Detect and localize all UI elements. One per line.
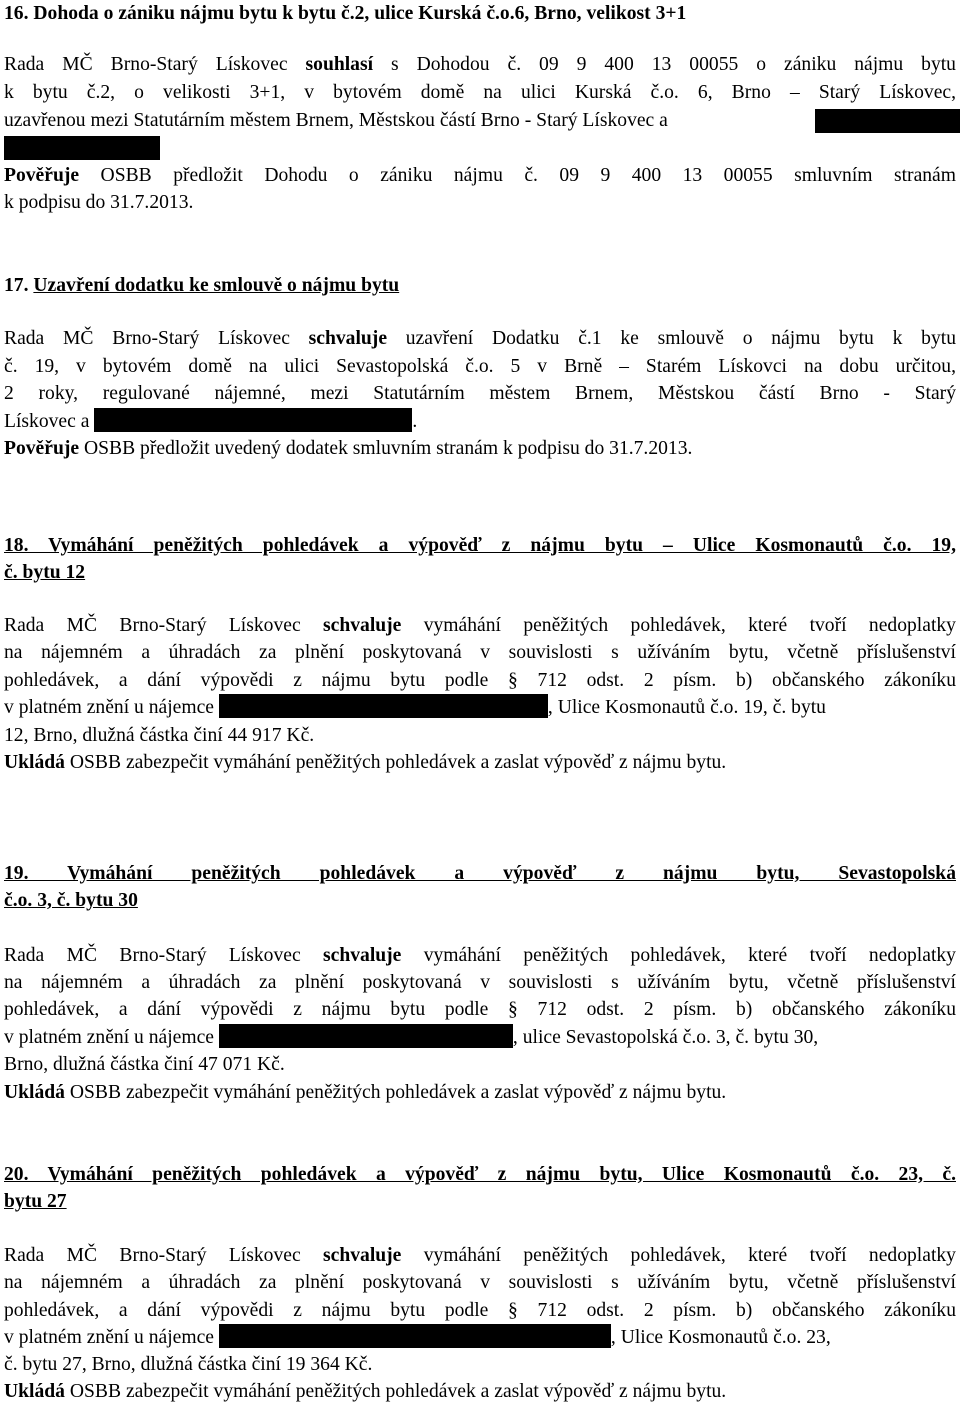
text-segment: uzavření Dodatku č.1 ke smlouvě o nájmu bytu k bytu [387,328,956,349]
text-segment: , Ulice Kosmonautů č.o. 23, [610,1327,831,1348]
text-segment: v platném znění u nájemce [4,1027,219,1048]
keyword-uklada: Ukládá [4,1381,65,1402]
redaction-block [219,1024,513,1048]
keyword-schvaluje: schvaluje [308,328,388,349]
text-segment: Rada MČ Brno-Starý Lískovec [4,54,306,75]
keyword-uklada: Ukládá [4,752,65,773]
text-segment: , ulice Sevastopolská č.o. 3, č. bytu 30, [512,1027,819,1048]
section-16-pověřuje-line [4,162,956,189]
section-17-text-line [4,408,956,435]
keyword-souhlasi: souhlasí [305,54,374,75]
text-segment: OSBB předložit Dohodu o zániku nájmu č. 09 9 400 13 00055 smluvním stranám [79,165,956,186]
section-16-text-line: k podpisu do 31.7.2013. [4,192,194,213]
text-segment: Rada MČ Brno-Starý Lískovec [4,1245,323,1266]
text-segment: vymáhání peněžitých pohledávek, které tvoří nedoplatky [401,945,956,966]
section-18-text-line [4,694,956,721]
section-16-text-line [4,107,956,134]
section-20-heading: 20. Vymáhání peněžitých pohledávek a výpověď z nájmu bytu, Ulice Kosmonautů č.o. 23, č. [4,1164,956,1185]
text-segment: v platném znění u nájemce [4,1327,219,1348]
section-19-text-line: pohledávek, a dání výpovědi z nájmu bytu podle § 712 odst. 2 písm. b) občanského zákoníku [4,999,956,1020]
text-segment: , Ulice Kosmonautů č.o. 19, č. bytu [547,697,826,718]
text-segment: v platném znění u nájemce [4,697,219,718]
section-19-text-line: Brno, dlužná částka činí 47 071 Kč. [4,1054,285,1075]
section-16-text-line: k bytu č.2, o velikosti 3+1, v bytovém domě na ulici Kurská č.o. 6, Brno – Starý Lískovec, [4,82,956,103]
text-segment: Rada MČ Brno-Starý Lískovec [4,615,323,636]
text-segment: uzavřenou mezi Statutárním městem Brnem, Městskou částí Brno - Starý Lískovec a [4,110,668,131]
section-number: 17. [4,275,34,296]
redaction-block [219,1324,611,1348]
section-19-text-line [4,1024,956,1051]
section-16-text-line [4,51,956,78]
keyword-schvaluje: schvaluje [323,1245,402,1266]
section-18-uklada-line [4,749,956,776]
section-17-poveruje-line [4,435,956,462]
section-16-redacted-line [4,135,956,162]
section-19-uklada-line [4,1079,956,1106]
section-17-heading [4,272,956,299]
text-segment: OSBB předložit uvedený dodatek smluvním stranám k podpisu do 31.7.2013. [79,438,693,459]
section-20-text-line [4,1324,956,1351]
section-18-text-line: na nájemném a úhradách za plnění poskytovaná v souvislosti s užíváním bytu, včetně příslušenství [4,642,956,663]
text-segment: vymáhání peněžitých pohledávek, které tvoří nedoplatky [401,1245,956,1266]
section-17-text-line: 2 roky, regulované nájemné, mezi Statutárním městem Brnem, Městskou částí Brno - Starý [4,383,956,404]
keyword-schvaluje: schvaluje [323,945,402,966]
section-18-heading: 18. Vymáhání peněžitých pohledávek a výpověď z nájmu bytu – Ulice Kosmonautů č.o. 19, [4,535,956,556]
redaction-block [815,109,960,133]
keyword-poveruje: Pověřuje [4,165,80,186]
section-20-text-line: pohledávek, a dání výpovědi z nájmu bytu podle § 712 odst. 2 písm. b) občanského zákoníku [4,1300,956,1321]
text-segment: OSBB zabezpečit vymáhání peněžitých pohledávek a zaslat výpověď z nájmu bytu. [64,1082,727,1103]
section-19-heading-cont: č.o. 3, č. bytu 30 [4,890,138,911]
redaction-block [4,136,160,160]
text-segment: Lískovec a [4,411,95,432]
text-segment: OSBB zabezpečit vymáhání peněžitých pohledávek a zaslat výpověď z nájmu bytu. [64,1381,727,1402]
text-segment: Rada MČ Brno-Starý Lískovec [4,328,309,349]
keyword-poveruje: Pověřuje [4,438,80,459]
text-segment: . [412,411,418,432]
section-title: Uzavření dodatku ke smlouvě o nájmu bytu [33,275,400,296]
section-17-text-line: č. 19, v bytovém domě na ulici Sevastopolská č.o. 5 v Brně – Starém Lískovci na dobu určitou, [4,356,956,377]
section-20-text-line [4,1242,956,1269]
section-18-text-line [4,612,956,639]
redaction-block [219,694,548,718]
text-segment: s Dohodou č. 09 9 400 13 00055 o zániku nájmu bytu [373,54,956,75]
section-19-text-line: na nájemném a úhradách za plnění poskytovaná v souvislosti s užíváním bytu, včetně příslušenství [4,972,956,993]
section-20-text-line: na nájemném a úhradách za plnění poskytovaná v souvislosti s užíváním bytu, včetně příslušenství [4,1272,956,1293]
text-segment: OSBB zabezpečit vymáhání peněžitých pohledávek a zaslat výpověď z nájmu bytu. [64,752,727,773]
section-19-text-line [4,942,956,969]
section-20-heading-cont: bytu 27 [4,1191,67,1212]
section-18-text-line: 12, Brno, dlužná částka činí 44 917 Kč. [4,725,315,746]
text-segment: Rada MČ Brno-Starý Lískovec [4,945,323,966]
section-18-heading-cont: č. bytu 12 [4,562,86,583]
section-20-text-line: č. bytu 27, Brno, dlužná částka činí 19 364 Kč. [4,1354,373,1375]
keyword-schvaluje: schvaluje [323,615,402,636]
section-19-heading: 19. Vymáhání peněžitých pohledávek a výpověď z nájmu bytu, Sevastopolská [4,863,956,884]
keyword-uklada: Ukládá [4,1082,65,1103]
section-16-heading: 16. Dohoda o zániku nájmu bytu k bytu č.2, ulice Kurská č.o.6, Brno, velikost 3+1 [4,3,687,24]
text-segment: vymáhání peněžitých pohledávek, které tvoří nedoplatky [401,615,956,636]
section-18-text-line: pohledávek, a dání výpovědi z nájmu bytu podle § 712 odst. 2 písm. b) občanského zákoníku [4,670,956,691]
section-17-text-line [4,325,956,352]
redaction-block [94,408,412,432]
section-20-uklada-line [4,1378,956,1405]
